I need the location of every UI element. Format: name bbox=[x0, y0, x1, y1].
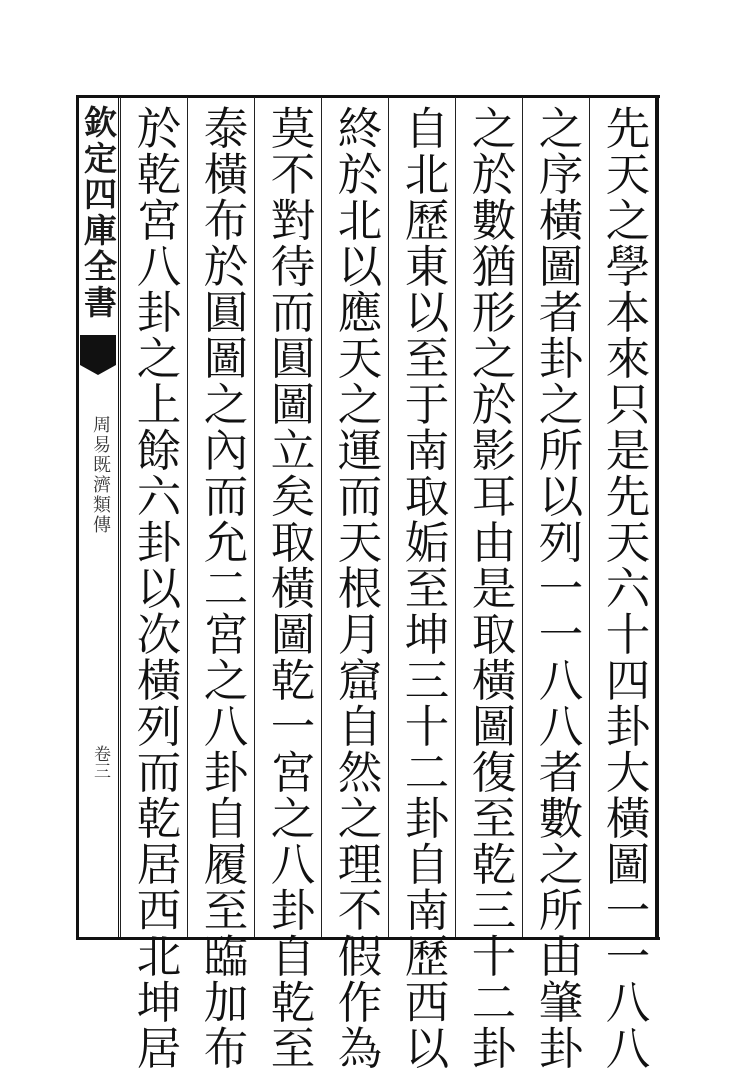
text-column-1: 先天之學本來只是先天六十四卦大橫圖一一八八 bbox=[598, 105, 649, 1071]
column-divider bbox=[254, 97, 255, 937]
text-column-8: 於乾宮八卦之上餘六卦以次橫列而乾居西北坤居 bbox=[129, 105, 180, 1071]
text-column-2: 之序橫圖者卦之所以列一一八八者數之所由肇卦 bbox=[531, 105, 582, 1071]
book-title: 周易既濟類傳 bbox=[90, 415, 111, 535]
column-divider bbox=[455, 97, 456, 937]
text-column-4: 自北歷東以至于南取姤至坤三十二卦自南歷西以 bbox=[397, 105, 448, 1071]
text-column-6: 莫不對待而圓圖立矣取橫圖乾一宮之八卦自乾至 bbox=[263, 105, 314, 1071]
column-divider bbox=[120, 97, 121, 937]
text-body bbox=[120, 97, 655, 1071]
text-column-5: 終於北以應天之運而天根月窟自然之理不假作為 bbox=[330, 105, 381, 1071]
column-divider bbox=[388, 97, 389, 937]
page-number: 卷三 bbox=[90, 745, 110, 779]
column-divider bbox=[589, 97, 590, 937]
column-divider bbox=[522, 97, 523, 937]
column-divider bbox=[321, 97, 322, 937]
text-column-3: 之於數猶形之於影耳由是取橫圖復至乾三十二卦 bbox=[464, 105, 515, 1071]
text-column-7: 泰橫布於圓圖之內而允二宮之八卦自履至臨加布 bbox=[196, 105, 247, 1071]
frame-right-border bbox=[655, 95, 659, 940]
collection-title: 欽定四庫全書 bbox=[79, 105, 118, 321]
fish-tail-mark bbox=[80, 335, 116, 365]
page-margin-strip bbox=[76, 95, 120, 940]
column-divider bbox=[187, 97, 188, 937]
margin-right-border bbox=[118, 95, 119, 940]
